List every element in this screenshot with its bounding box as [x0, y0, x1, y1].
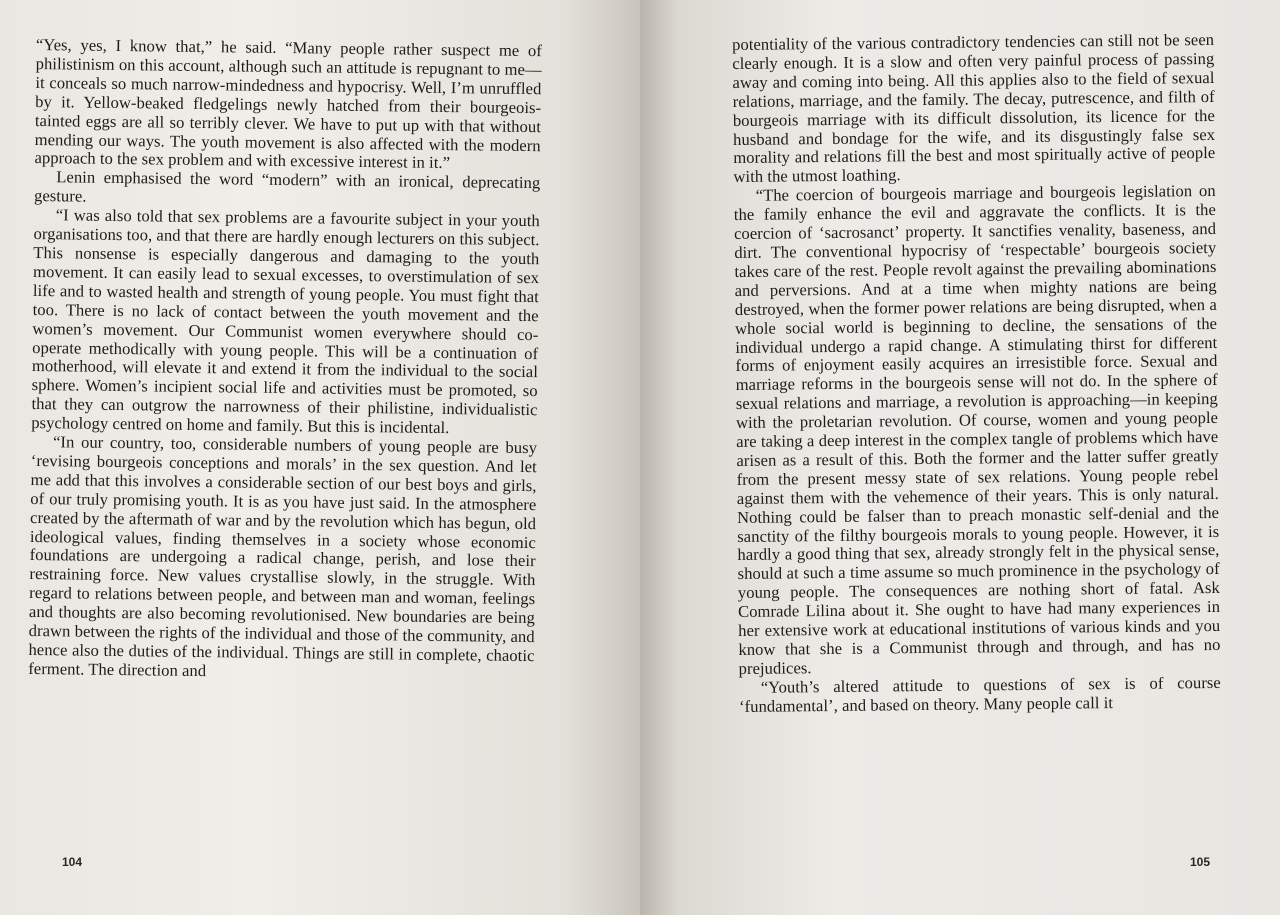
- paragraph: Lenin emphasised the word “modern” with an ironical, deprecating gesture.: [33, 167, 541, 206]
- paragraph: “Youth’s altered attitude to questions of sex is of course ‘fundamental’, and based on theory. Many people call it: [738, 672, 1221, 716]
- paragraph: “The coercion of bourgeois marriage and bourgeois legislation on the family enhance the evil and aggravate the conflicts. It is the coercion of ‘sacrosanct’ property. It sanctifies venality, baseness, and dirt. The conventional hypocrisy of ‘respectable’ bourgeois society takes care of the rest. People revolt against the prevailing abominations and perversions. And at a time when mighty nations are being destroyed, when the former power relations are being disrupted, when a whole social world is beginning to decline, the sensations of the individual undergo a rapid change. A stimulating thirst for different forms of enjoyment easily acquires an irresistible force. Sexual and marriage reforms in the bourgeois sense will not do. In the sphere of sexual relations and marriage, a revolution is approaching—in keeping with the proletarian revolution. Of course, women and young people are taking a deep interest in the complex tangle of problems which have arisen as a result of this. Both the former and the latter suffer greatly from the present messy state of sex relations. Young people rebel against them with the vehemence of their years. This is only natural. Nothing could be falser than to preach monastic self-denial and the sanctity of the filthy bourgeois morals to young people. However, it is hardly a good thing that sex, already strongly felt in the physical sense, should at such a time assume so much prominence in the psychology of young people. The consequences are nothing short of fatal. Ask Comrade Lilina about it. She ought to have had many experiences in her extensive work at educational institutions of various kinds and you know that she is a Communist through and through, and has no prejudices.: [733, 181, 1221, 678]
- left-page-text: [28, 36, 542, 685]
- page-number: 105: [1189, 855, 1210, 869]
- right-page: [640, 0, 1280, 915]
- paragraph: “I was also told that sex problems are a favourite subject in your youth organisations too, and that there are hardly enough lecturers on this subject. This nonsense is especially dangerous and damaging to the youth movement. It can easily lead to sexual excesses, to overstimulation of sex life and to wasted health and strength of young people. You must fight that too. There is no lack of contact between the youth movement and the women’s movement. Our Communist women everywhere should co-operate methodically with young people. This will be a continuation of motherhood, will elevate it and extend it from the individual to the social sphere. Women’s incipient social life and activities must be promoted, so that they can outgrow the narrowness of their philistine, individualistic psychology centred on home and family. But this is incidental.: [31, 205, 540, 438]
- paragraph: “Yes, yes, I know that,” he said. “Many people rather suspect me of philistinism on this account, although such an attitude is repugnant to me—it conceals so much narrow-mindedness and hypocrisy. Well, I’m unruffled by it. Yellow-beaked fledgelings newly hatched from their bourgeois-tainted eggs are all so terribly clever. We have to put up with that without mending our ways. The youth movement is also affected with the modern approach to the sex problem and with excessive interest in it.”: [34, 35, 542, 173]
- right-page-text: [732, 31, 1221, 717]
- paragraph: potentiality of the various contradictory tendencies can still not be seen clearly enough. It is a slow and often very painful process of passing away and coming into being. All this applies also to the field of sexual relations, marriage, and the family. The decay, putrescence, and filth of bourgeois marriage with its difficult dissolution, its licence for the husband and bondage for the wife, and its disgustingly false sex morality and relations fill the best and most spiritually active of people with the utmost loathing.: [731, 29, 1216, 187]
- page-number: 104: [62, 855, 83, 869]
- paragraph: “In our country, too, considerable numbers of young people are busy ‘revising bourgeois conceptions and morals’ in the sex question. And let me add that this involves a considerable section of our best boys and girls, of our truly promising youth. It is as you have just said. In the atmosphere created by the aftermath of war and by the revolution which has begun, old ideological values, finding themselves in a society whose economic foundations are undergoing a radical change, perish, and lose their restraining force. New values crystallise slowly, in the struggle. With regard to relations between people, and between man and woman, feelings and thoughts are also becoming revolutionised. New boundaries are being drawn between the rights of the individual and those of the community, and hence also the duties of the individual. Things are still in complete, chaotic ferment. The direction and: [28, 432, 538, 681]
